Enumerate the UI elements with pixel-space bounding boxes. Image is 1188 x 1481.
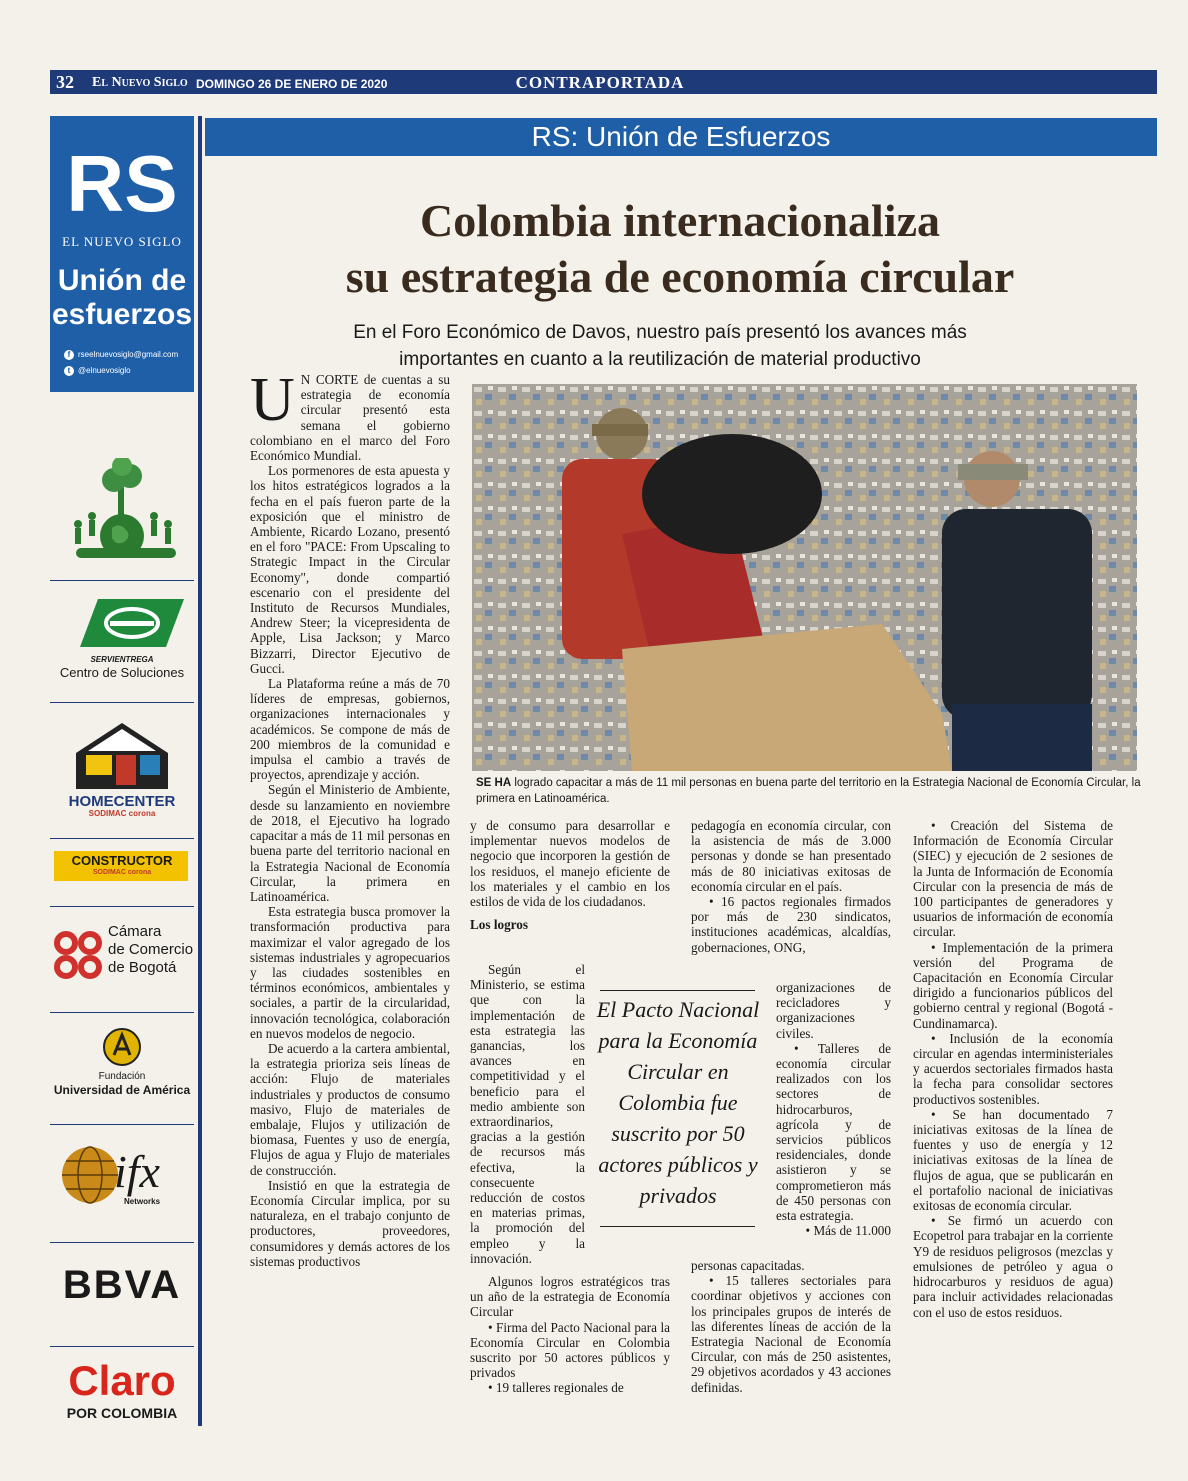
ccb-line-2: de Comercio [108, 941, 194, 958]
email-line [64, 350, 178, 360]
col3-paragraph-3: organizaciones de recicladores y organizaciones civiles. [776, 980, 891, 1041]
constructor-tagline: SODIMAC corona [92, 869, 152, 876]
col3-paragraph-4: • Talleres de economía circular realizados con los sectores de hidrocarburos, agrícola y de servicios públicos residenciales, donde asistieron y se comprometieron más de 450 personas con esta estrategia. [776, 1040, 891, 1224]
rs-tagline-1: Unión de [57, 264, 187, 297]
sponsor-camara-comercio [50, 906, 194, 1005]
col3-paragraph-6: personas capacitadas. [691, 1258, 805, 1273]
subheadline [300, 319, 1020, 373]
headline [215, 193, 1145, 305]
column-2 [470, 818, 670, 942]
col1-paragraph-5: Esta estrategia busca promover la transformación productiva para maximizar el valor agregado de los sistemas industriales y agropecuarios y las ciudades sostenibles en términos económicos, ambientales y sociales, a partir de la circularidad, innovación tecnológica, colaboración en nuevos modelos de negocio. [250, 904, 450, 1041]
section-header: RS: Unión de Esfuerzos [205, 118, 1157, 156]
headline-line-2: su estrategia de economía circular [345, 251, 1015, 302]
col4-paragraph-1: • Creación del Sistema de Información de Economía Circular (SIEC) y ejecución de 2 sesiones de la Junta de Información de Economía Circular con la presencia de más de 100 participantes de generadores y usuarios de información de economía circular. [913, 818, 1113, 940]
facebook-icon: f [64, 350, 74, 360]
subheadline-line-2: importantes en cuanto a la reutilización de material productivo [399, 349, 921, 370]
twitter-line [64, 366, 131, 376]
pullquote-rule-bottom [600, 1226, 755, 1227]
university-crest-icon [102, 1025, 142, 1069]
col2-paragraph-5: • 19 talleres regionales de [488, 1380, 624, 1396]
col4-paragraph-2: • Implementación de la primera versión del Programa de Capacitación en Economía Circular dirigido a funcionarios públicos del gobierno central y regional (Bogotá - Cundinamarca). [913, 939, 1113, 1031]
sponsor-servientrega [50, 580, 194, 691]
bbva-logotype: BBVA [62, 1263, 182, 1307]
photo-caption [476, 775, 1141, 807]
column-3-bottom [691, 1258, 891, 1395]
subheadline-line-1: En el Foro Económico de Davos, nuestro país presentó los avances más [353, 322, 967, 343]
col1-paragraph-1: N CORTE de cuentas a su estrategia de economía circular presentó esta semana el gobierno colombiano en el marco del Foro Económico Mundial. [250, 372, 450, 464]
col2-subhead: Los logros [470, 917, 529, 933]
rs-logo: RS [66, 139, 178, 228]
ccb-logo-icon [52, 929, 104, 981]
claro-tagline: POR COLOMBIA [66, 1405, 178, 1421]
ifx-logotype: ifx [114, 1146, 160, 1197]
paper-name: El Nuevo Siglo [92, 75, 188, 90]
ccb-line-1: Cámara [108, 923, 162, 940]
article-photo [472, 384, 1137, 771]
sponsor-homecenter [50, 702, 194, 831]
rs-paper-name: EL NUEVO SIGLO [62, 234, 182, 249]
servientrega-tagline: Centro de Soluciones [59, 665, 185, 680]
col2-paragraph-3: Algunos logros estratégicos tras un año de la estrategia de Economía Circular [470, 1274, 670, 1320]
homecenter-tagline: SODIMAC corona [88, 809, 156, 818]
col1-paragraph-2: Los pormenores de esta apuesta y los hitos estratégicos logrados a la fecha en el país fueron parte de la exposición que el ministro de Ambiente, Ricardo Lozano, presentó en el foro "PACE: From Upscaling to Strategic Impact in the Circular Economy", donde compartió escenario con el presidente del Instituto de Recursos Mundiales, Andrew Steer; la vicepresidenta de Apple, Lisa Jackson; y Marco Bizzarri, Director Ejecutivo de Gucci. [250, 463, 450, 676]
twitter-text: @elnuevosiglo [78, 366, 131, 376]
col3-paragraph-5: • Más de 11.000 [805, 1223, 891, 1239]
university-line-2: Universidad de América [53, 1083, 191, 1097]
twitter-icon: t [64, 366, 74, 376]
university-line-1: Fundación [98, 1071, 146, 1082]
ccb-line-3: de Bogotá [108, 959, 177, 976]
homecenter-name: HOMECENTER [68, 793, 176, 810]
column-2-narrow [470, 962, 585, 1266]
section-label: CONTRAPORTADA [515, 73, 685, 92]
drop-cap: U [250, 366, 295, 434]
globe-people-logo [58, 458, 188, 570]
email-text: rseelnuevosiglo@gmail.com [78, 350, 179, 360]
sponsor-bbva [50, 1242, 194, 1339]
pull-quote: El Pacto Nacional para la Economía Circular en Colombia fue suscrito por 50 actores públicos y privados [596, 997, 760, 1208]
col3-paragraph-1: pedagogía en economía circular, con la asistencia de más de 3.000 personas y donde se han presentado más de 80 iniciativas exitosas de economía circular en el país. [691, 818, 891, 894]
sponsor-universidad-america [50, 1012, 194, 1117]
col2-paragraph-1: y de consumo para desarrollar e implementar nuevos modelos de negocio que incorporen la gestión de los residuos, el manejo eficiente de los materiales y el cambio en los estilos de vida de los ciudadanos. [470, 818, 670, 910]
column-3-narrow [776, 980, 891, 1238]
col3-paragraph-7: • 15 talleres sectoriales para coordinar objetivos y acciones con los principales grupos de interés de las diferentes líneas de acción de la Estrategia Nacional de Economía Circular, con más de 250 asistentes, 29 objetivos acordados y 43 acciones definidas. [691, 1273, 891, 1395]
col1-paragraph-7: Insistió en que la estrategia de Economía Circular implica, por su naturaleza, en el trabajo conjunto de productores, proveedores, consumidores y demás actores de los sistemas productivos [250, 1177, 450, 1269]
constructor-name: CONSTRUCTOR [71, 853, 173, 868]
column-3 [691, 818, 891, 955]
column-2-bottom [470, 1274, 670, 1396]
publication-date: DOMINGO 26 DE ENERO DE 2020 [196, 77, 388, 91]
sponsor-claro [50, 1346, 194, 1427]
rs-tagline-2: esfuerzos [51, 298, 193, 331]
sponsor-constructor [50, 838, 194, 899]
col1-paragraph-3: La Plataforma reúne a más de 70 líderes de empresas, gobiernos, organizaciones internacionales y académicos. Se compone de más de 200 miembros de la comunidad e impulsa el cambio a través de proyectos, aprendizaje y acción. [250, 676, 450, 783]
column-1 [250, 366, 450, 1269]
caption-lead: SE HA [476, 777, 512, 789]
servientrega-logo [80, 597, 184, 649]
col4-paragraph-4: • Se han documentado 7 iniciativas exitosas de la línea de fuentes y uso de energía y 12 iniciativas exitosas de la línea de flujos de agua, que se publicarán en el portafolio nacional de iniciativas exitosas de economía circular. [913, 1106, 1113, 1214]
ifx-networks: Networks [124, 1197, 161, 1206]
rs-logo-box [50, 116, 194, 392]
column-4 [913, 818, 1113, 1320]
claro-logotype: Claro [68, 1357, 176, 1404]
col2-paragraph-4: • Firma del Pacto Nacional para la Economía Circular en Colombia suscrito por 50 actores públicos y privados [470, 1319, 670, 1381]
ifx-globe-icon [58, 1143, 122, 1207]
col4-paragraph-5: • Se firmó un acuerdo con Ecopetrol para trabajar en la corriente Y9 de residuos peligrosos (mezclas y emulsiones de petróleo y agua o hidrocarburos y residuos de agua) para incluir actividades relacionadas con el uso de estos residuos. [913, 1213, 1113, 1320]
page-number: 32 [56, 72, 74, 92]
caption-text: logrado capacitar a más de 11 mil personas en buena parte del territorio en la Estrategia Nacional de Economía Circular, la primera en Latinoamérica. [476, 777, 1141, 805]
col1-paragraph-4: Según el Ministerio de Ambiente, desde su lanzamiento en noviembre de 2018, el Ejecutivo ha logrado capacitar a más de 11 mil personas en buena parte del territorio nacional en la Estrategia Nacional de Economía Circular, la primera en Latinoamérica. [250, 782, 450, 904]
headline-line-1: Colombia internacionaliza [419, 195, 941, 246]
col2-paragraph-2: Según el Ministerio, se estima que con la implementación de esta estrategia las ganancias, los avances en competitividad y el beneficio para el medio ambiente son extraordinarios, gracias a la gestión de recursos más efectiva, la consecuente reducción de costos en materias primas, la promoción del empleo y la innovación. [470, 962, 585, 1266]
servientrega-name: SERVIENTREGA [90, 655, 154, 664]
sponsor-ifx [50, 1124, 194, 1235]
col3-paragraph-2: • 16 pactos regionales firmados por más de 230 sindicatos, instituciones académicas, alcaldías, gobernaciones, ONG, [691, 894, 891, 955]
pullquote-rule-top [600, 990, 755, 991]
house-icon [72, 719, 172, 791]
col4-paragraph-3: • Inclusión de la economía circular en agendas interministeriales y acuerdos sectoriales firmados hasta la fecha para consolidar sectores productivos sostenibles. [913, 1030, 1113, 1107]
ccb-text [108, 923, 198, 977]
col1-paragraph-6: De acuerdo a la cartera ambiental, la estrategia prioriza seis líneas de acción: Flujo de materiales industriales y productos de consumo masivo, Flujo de materiales de embalaje, Flujos y utilización de biomasa, Fuentes y uso de energía, Flujos de agua y Flujo de materiales de construcción. [250, 1040, 450, 1178]
